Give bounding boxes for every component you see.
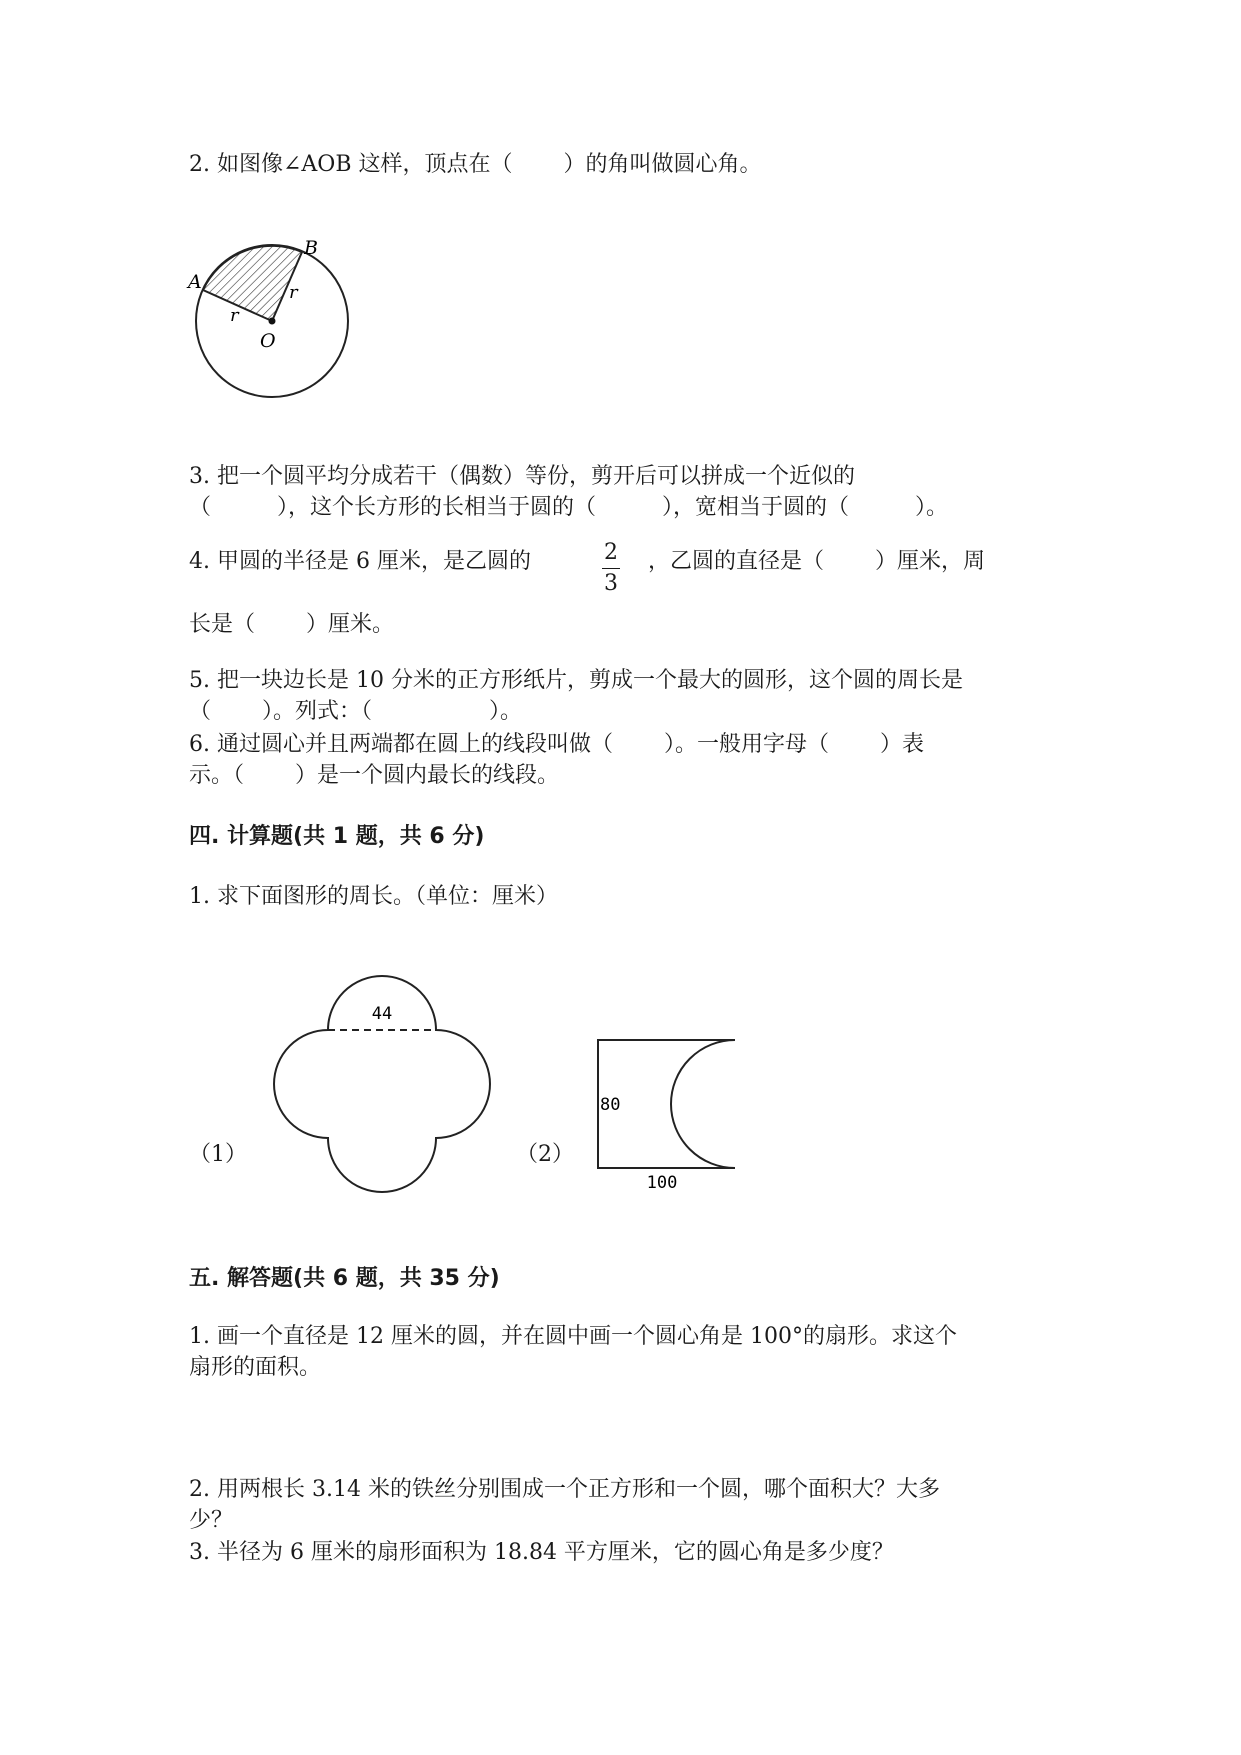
question-3-line-2: （ ），这个长方形的长相当于圆的（ ），宽相当于圆的（ ）。	[189, 495, 949, 520]
section-5-question-1-line-2: 扇形的面积。	[189, 1355, 322, 1380]
section-5-heading: 五. 解答题(共 6 题，共 35 分)	[189, 1266, 500, 1291]
section-4-question-1: 1. 求下面图形的周长。（单位：厘米）	[189, 884, 558, 909]
label-O: O	[260, 330, 276, 352]
dimension-44: 44	[371, 1004, 393, 1024]
question-2-text: 2. 如图像∠AOB 这样，顶点在（ ）的角叫做圆心角。	[189, 152, 762, 177]
fraction-numerator: 2	[604, 540, 618, 565]
section-5-question-2-line-2: 少？	[189, 1508, 234, 1533]
section-5-question-2-line-1: 2. 用两根长 3.14 米的铁丝分别围成一个正方形和一个圆，哪个面积大？大多	[189, 1477, 940, 1502]
question-4-line-1a: 4. 甲圆的半径是 6 厘米，是乙圆的	[189, 549, 531, 574]
fraction-denominator: 3	[604, 571, 618, 596]
question-3-line-1: 3. 把一个圆平均分成若干（偶数）等份，剪开后可以拼成一个近似的	[189, 464, 855, 489]
label-r-right: r	[289, 282, 298, 303]
shaded-sector	[203, 246, 302, 321]
question-6-line-2: 示。（ ）是一个圆内最长的线段。	[189, 763, 559, 788]
rectangle-semicircle-figure	[590, 1030, 760, 1193]
section-5-question-1-line-1: 1. 画一个直径是 12 厘米的圆，并在圆中画一个圆心角是 100°的扇形。求这个	[189, 1324, 957, 1349]
label-B: B	[304, 237, 318, 259]
figure-1-label: （1）	[189, 1142, 247, 1167]
fraction-two-thirds	[596, 540, 626, 597]
label-A: A	[188, 271, 202, 293]
label-r-left: r	[230, 305, 239, 326]
circle-sector-figure	[190, 235, 350, 400]
question-6-line-1: 6. 通过圆心并且两端都在圆上的线段叫做（ ）。一般用字母（ ）表	[189, 732, 924, 757]
question-4-line-2: 长是（ ）厘米。	[189, 612, 394, 637]
figure-2-label: （2）	[516, 1142, 574, 1167]
question-5-line-1: 5. 把一块边长是 10 分米的正方形纸片，剪成一个最大的圆形，这个圆的周长是	[189, 668, 963, 693]
section-4-heading: 四. 计算题(共 1 题，共 6 分)	[189, 824, 485, 849]
four-lobe-figure	[268, 975, 498, 1205]
question-4-line-1b: ，乙圆的直径是（ ）厘米，周	[648, 549, 985, 574]
width-100: 100	[646, 1173, 678, 1193]
question-5-line-2: （ ）。列式：（ ）。	[189, 699, 522, 724]
height-80: 80	[600, 1095, 621, 1115]
center-point	[269, 318, 276, 325]
section-5-question-3: 3. 半径为 6 厘米的扇形面积为 18.84 平方厘米，它的圆心角是多少度？	[189, 1540, 894, 1565]
